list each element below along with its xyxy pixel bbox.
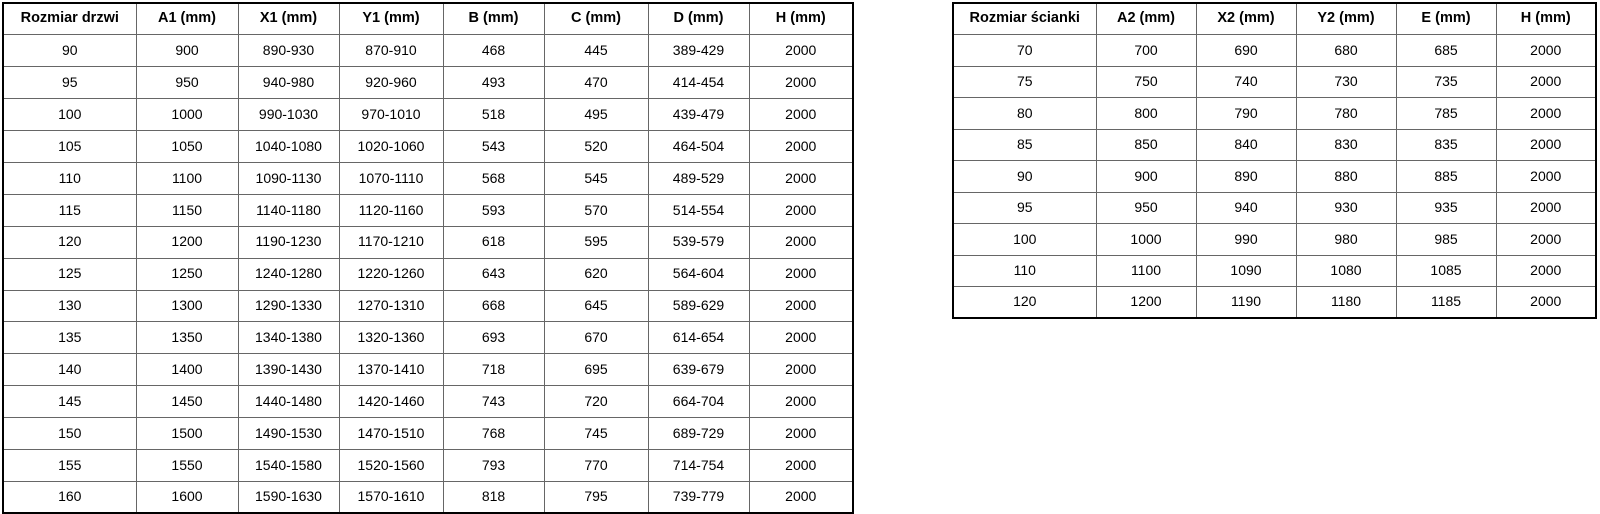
table-cell: 985 [1396, 224, 1496, 256]
table-cell: 700 [1096, 35, 1196, 67]
table-cell: 1080 [1296, 255, 1396, 287]
table-cell: 1150 [136, 194, 238, 226]
table-cell: 468 [443, 35, 544, 67]
table-cell: 689-729 [648, 418, 749, 450]
table-cell: 160 [3, 481, 136, 513]
table-cell: 2000 [749, 35, 853, 67]
table-cell: 785 [1396, 98, 1496, 130]
table-cell: 735 [1396, 66, 1496, 98]
table-cell: 570 [544, 194, 648, 226]
table-cell: 1020-1060 [339, 131, 443, 163]
table-cell: 1270-1310 [339, 290, 443, 322]
table-cell: 155 [3, 449, 136, 481]
table-cell: 970-1010 [339, 99, 443, 131]
table-cell: 1100 [136, 162, 238, 194]
table-cell: 1190-1230 [238, 226, 339, 258]
door-dimensions-table [2, 2, 854, 514]
table-row [953, 66, 1596, 98]
table-cell: 135 [3, 322, 136, 354]
table-cell: 900 [1096, 161, 1196, 193]
table-cell: 2000 [749, 194, 853, 226]
column-header: X2 (mm) [1196, 3, 1296, 35]
table-cell: 2000 [1496, 35, 1596, 67]
table-cell: 2000 [1496, 98, 1596, 130]
table-cell: 1520-1560 [339, 449, 443, 481]
table-cell: 595 [544, 226, 648, 258]
table-cell: 740 [1196, 66, 1296, 98]
table-cell: 1540-1580 [238, 449, 339, 481]
table-cell: 800 [1096, 98, 1196, 130]
table-row [953, 255, 1596, 287]
table-cell: 750 [1096, 66, 1196, 98]
table-cell: 2000 [1496, 287, 1596, 319]
table-row [3, 449, 853, 481]
table-header-row [3, 3, 853, 35]
table-cell: 885 [1396, 161, 1496, 193]
table-cell: 880 [1296, 161, 1396, 193]
table-cell: 120 [953, 287, 1096, 319]
table-row [953, 98, 1596, 130]
table-cell: 670 [544, 322, 648, 354]
table-cell: 618 [443, 226, 544, 258]
table-row [3, 194, 853, 226]
table-row [3, 290, 853, 322]
table-cell: 90 [953, 161, 1096, 193]
table-cell: 720 [544, 386, 648, 418]
table-cell: 2000 [1496, 161, 1596, 193]
table-cell: 1040-1080 [238, 131, 339, 163]
table-cell: 1100 [1096, 255, 1196, 287]
table-cell: 1370-1410 [339, 354, 443, 386]
table-cell: 110 [3, 162, 136, 194]
table-cell: 110 [953, 255, 1096, 287]
table-cell: 2000 [749, 162, 853, 194]
table-cell: 495 [544, 99, 648, 131]
table-row [3, 67, 853, 99]
table-cell: 95 [3, 67, 136, 99]
table-cell: 1600 [136, 481, 238, 513]
table-cell: 639-679 [648, 354, 749, 386]
table-cell: 620 [544, 258, 648, 290]
table-cell: 414-454 [648, 67, 749, 99]
table-cell: 890 [1196, 161, 1296, 193]
table-cell: 1250 [136, 258, 238, 290]
column-header: Y1 (mm) [339, 3, 443, 35]
table-cell: 2000 [749, 290, 853, 322]
table-cell: 743 [443, 386, 544, 418]
table-cell: 90 [3, 35, 136, 67]
table-cell: 539-579 [648, 226, 749, 258]
table-row [3, 322, 853, 354]
table-row [953, 161, 1596, 193]
table-cell: 1240-1280 [238, 258, 339, 290]
table-cell: 1320-1360 [339, 322, 443, 354]
table-cell: 545 [544, 162, 648, 194]
table-cell: 920-960 [339, 67, 443, 99]
table-cell: 150 [3, 418, 136, 450]
table-cell: 614-654 [648, 322, 749, 354]
table-cell: 680 [1296, 35, 1396, 67]
table-cell: 389-429 [648, 35, 749, 67]
table-cell: 668 [443, 290, 544, 322]
table-cell: 1450 [136, 386, 238, 418]
table-row [3, 35, 853, 67]
column-header: B (mm) [443, 3, 544, 35]
table-cell: 2000 [749, 322, 853, 354]
table-cell: 980 [1296, 224, 1396, 256]
table-cell: 520 [544, 131, 648, 163]
table-row [3, 258, 853, 290]
table-cell: 1050 [136, 131, 238, 163]
table-cell: 768 [443, 418, 544, 450]
table-cell: 1200 [1096, 287, 1196, 319]
table-cell: 935 [1396, 192, 1496, 224]
column-header: H (mm) [1496, 3, 1596, 35]
table-row [953, 35, 1596, 67]
table-cell: 2000 [1496, 224, 1596, 256]
table-cell: 1390-1430 [238, 354, 339, 386]
table-cell: 1090-1130 [238, 162, 339, 194]
table-cell: 140 [3, 354, 136, 386]
table-cell: 643 [443, 258, 544, 290]
table-cell: 1350 [136, 322, 238, 354]
table-row [3, 386, 853, 418]
column-header: D (mm) [648, 3, 749, 35]
table-cell: 1140-1180 [238, 194, 339, 226]
table-cell: 940 [1196, 192, 1296, 224]
table-cell: 105 [3, 131, 136, 163]
table-cell: 2000 [749, 258, 853, 290]
table-cell: 818 [443, 481, 544, 513]
table-cell: 518 [443, 99, 544, 131]
table-row [953, 129, 1596, 161]
table-cell: 870-910 [339, 35, 443, 67]
table-cell: 1470-1510 [339, 418, 443, 450]
table-cell: 930 [1296, 192, 1396, 224]
table-cell: 1570-1610 [339, 481, 443, 513]
wall-panel-dimensions-table [952, 2, 1597, 319]
table-cell: 1590-1630 [238, 481, 339, 513]
table-cell: 489-529 [648, 162, 749, 194]
table-cell: 589-629 [648, 290, 749, 322]
table-cell: 950 [1096, 192, 1196, 224]
table-cell: 745 [544, 418, 648, 450]
table-cell: 1490-1530 [238, 418, 339, 450]
table-cell: 1180 [1296, 287, 1396, 319]
table-cell: 100 [953, 224, 1096, 256]
table-cell: 2000 [1496, 66, 1596, 98]
table-cell: 990-1030 [238, 99, 339, 131]
column-header: A2 (mm) [1096, 3, 1196, 35]
table-row [3, 99, 853, 131]
table-cell: 1440-1480 [238, 386, 339, 418]
table-cell: 780 [1296, 98, 1396, 130]
table-cell: 568 [443, 162, 544, 194]
table-cell: 1550 [136, 449, 238, 481]
table-cell: 95 [953, 192, 1096, 224]
table-cell: 1300 [136, 290, 238, 322]
table-cell: 2000 [749, 131, 853, 163]
table-cell: 1085 [1396, 255, 1496, 287]
table-cell: 690 [1196, 35, 1296, 67]
table-cell: 125 [3, 258, 136, 290]
table-row [953, 224, 1596, 256]
table-cell: 2000 [749, 449, 853, 481]
table-cell: 2000 [749, 226, 853, 258]
table-cell: 564-604 [648, 258, 749, 290]
table-cell: 714-754 [648, 449, 749, 481]
table-cell: 795 [544, 481, 648, 513]
table-header-row [953, 3, 1596, 35]
table-row [3, 226, 853, 258]
table-cell: 950 [136, 67, 238, 99]
table-cell: 1220-1260 [339, 258, 443, 290]
table-cell: 2000 [749, 99, 853, 131]
table-cell: 1340-1380 [238, 322, 339, 354]
table-cell: 840 [1196, 129, 1296, 161]
table-cell: 730 [1296, 66, 1396, 98]
table-row [3, 354, 853, 386]
table-cell: 543 [443, 131, 544, 163]
table-cell: 1190 [1196, 287, 1296, 319]
table-cell: 990 [1196, 224, 1296, 256]
table-cell: 464-504 [648, 131, 749, 163]
table-cell: 2000 [749, 67, 853, 99]
column-header: C (mm) [544, 3, 648, 35]
column-header: Y2 (mm) [1296, 3, 1396, 35]
table-cell: 770 [544, 449, 648, 481]
table-cell: 645 [544, 290, 648, 322]
table-cell: 1185 [1396, 287, 1496, 319]
table-cell: 493 [443, 67, 544, 99]
table-cell: 145 [3, 386, 136, 418]
table-cell: 2000 [1496, 255, 1596, 287]
table-cell: 445 [544, 35, 648, 67]
column-header: Rozmiar drzwi [3, 3, 136, 35]
table-cell: 664-704 [648, 386, 749, 418]
table-cell: 739-779 [648, 481, 749, 513]
table-cell: 790 [1196, 98, 1296, 130]
table-cell: 2000 [1496, 192, 1596, 224]
table-cell: 75 [953, 66, 1096, 98]
table-cell: 1070-1110 [339, 162, 443, 194]
table-cell: 70 [953, 35, 1096, 67]
table-cell: 695 [544, 354, 648, 386]
table-cell: 1290-1330 [238, 290, 339, 322]
table-row [3, 481, 853, 513]
table-cell: 85 [953, 129, 1096, 161]
table-cell: 1170-1210 [339, 226, 443, 258]
table-cell: 1120-1160 [339, 194, 443, 226]
table-cell: 120 [3, 226, 136, 258]
table-row [953, 287, 1596, 319]
column-header: Rozmiar ścianki [953, 3, 1096, 35]
table-cell: 593 [443, 194, 544, 226]
table-cell: 718 [443, 354, 544, 386]
table-cell: 100 [3, 99, 136, 131]
table-cell: 830 [1296, 129, 1396, 161]
table-cell: 1000 [1096, 224, 1196, 256]
table-row [3, 162, 853, 194]
table-cell: 1400 [136, 354, 238, 386]
table-cell: 900 [136, 35, 238, 67]
table-cell: 80 [953, 98, 1096, 130]
column-header: H (mm) [749, 3, 853, 35]
table-cell: 1500 [136, 418, 238, 450]
table-cell: 2000 [749, 418, 853, 450]
table-cell: 850 [1096, 129, 1196, 161]
table-cell: 115 [3, 194, 136, 226]
table-cell: 940-980 [238, 67, 339, 99]
table-cell: 1420-1460 [339, 386, 443, 418]
table-cell: 2000 [749, 481, 853, 513]
table-row [3, 418, 853, 450]
column-header: A1 (mm) [136, 3, 238, 35]
table-cell: 130 [3, 290, 136, 322]
table-row [3, 131, 853, 163]
table-cell: 470 [544, 67, 648, 99]
column-header: X1 (mm) [238, 3, 339, 35]
table-row [953, 192, 1596, 224]
table-cell: 2000 [1496, 129, 1596, 161]
table-cell: 1200 [136, 226, 238, 258]
table-cell: 890-930 [238, 35, 339, 67]
table-cell: 439-479 [648, 99, 749, 131]
table-cell: 793 [443, 449, 544, 481]
table-cell: 693 [443, 322, 544, 354]
table-cell: 2000 [749, 386, 853, 418]
table-cell: 685 [1396, 35, 1496, 67]
table-cell: 514-554 [648, 194, 749, 226]
table-cell: 1000 [136, 99, 238, 131]
table-cell: 835 [1396, 129, 1496, 161]
table-cell: 1090 [1196, 255, 1296, 287]
table-cell: 2000 [749, 354, 853, 386]
column-header: E (mm) [1396, 3, 1496, 35]
